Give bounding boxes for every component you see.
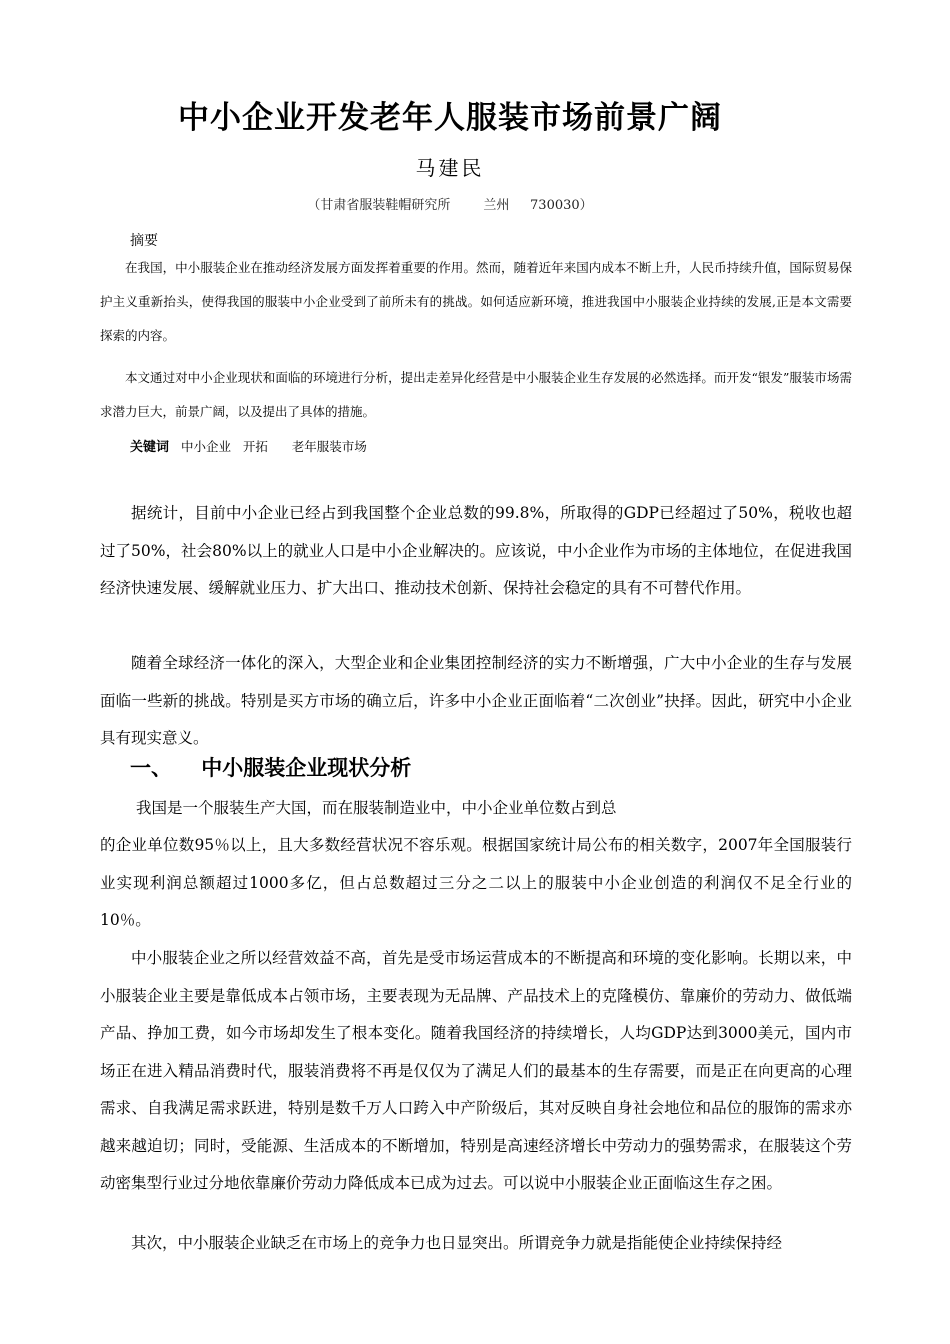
body-paragraph-5: 其次，中小服装企业缺乏在市场上的竞争力也日显突出。所谓竞争力就是指能使企业持续保持经	[131, 1234, 783, 1252]
abstract-heading: 摘要	[130, 233, 158, 249]
body-paragraph-1: 据统计，目前中小企业已经占到我国整个企业总数的99.8%，所取得的GDP已经超过了50%，税收也超过了50%，社会80%以上的就业人口是中小企业解决的。应该说，中小企业作为市场的主体地位，在促进我国经济快速发展、缓解就业压力、扩大出口、推动技术创新、保持社会稳定的具有不可替代作用。	[100, 504, 852, 597]
author-affiliation: （甘肃省服装鞋帽研究所 兰州 730030）	[307, 198, 593, 213]
body-paragraph-2: 随着全球经济一体化的深入，大型企业和企业集团控制经济的实力不断增强，广大中小企业的生存与发展面临一些新的挑战。特别是买方市场的确立后，许多中小企业正面临着“二次创业”抉择。因此，研究中小企业具有现实意义。	[100, 654, 852, 747]
body-paragraph-3-continuation: 的企业单位数95％以上，且大多数经营状况不容乐观。根据国家统计局公布的相关数字，2007年全国服装行业实现利润总额超过1000多亿，但占总数超过三分之二以上的服装中小企业创造的利润仅不足全行业的10％。	[100, 836, 852, 929]
keywords-list: 中小企业 开拓 老年服装市场	[180, 439, 367, 454]
author-name: 马建民	[415, 156, 485, 180]
keywords-line	[130, 436, 367, 455]
abstract-paragraph-1: 在我国，中小服装企业在推动经济发展方面发挥着重要的作用。然而，随着近年来国内成本不断上升，人民币持续升值，国际贸易保护主义重新抬头，使得我国的服装中小企业受到了前所未有的挑战。如何适应新环境，推进我国中小服装企业持续的发展,正是本文需要探索的内容。	[100, 260, 852, 343]
body-paragraph-3-first-line: 我国是一个服装生产大国，而在服装制造业中，中小企业单位数占到总	[136, 799, 617, 817]
section-1-heading: 一、 中小服装企业现状分析	[130, 756, 412, 780]
keywords-label: 关键词	[130, 440, 170, 455]
abstract-paragraph-2: 本文通过对中小企业现状和面临的环境进行分析，提出走差异化经营是中小服装企业生存发展的必然选择。而开发“银发”服装市场需求潜力巨大，前景广阔，以及提出了具体的措施。	[100, 370, 852, 419]
page-title: 中小企业开发老年人服装市场前景广阔	[178, 100, 722, 136]
body-paragraph-4: 中小服装企业之所以经营效益不高，首先是受市场运营成本的不断提高和环境的变化影响。长期以来，中小服装企业主要是靠低成本占领市场，主要表现为无品牌、产品技术上的克隆模仿、靠廉价的劳动力、做低端产品、挣加工费，如今市场却发生了根本变化。随着我国经济的持续增长，人均GDP达到3000美元，国内市场正在进入精品消费时代，服装消费将不再是仅仅为了满足人们的最基本的生存需要，而是正在向更高的心理需求、自我满足需求跃进，特别是数千万人口跨入中产阶级后，其对反映自身社会地位和品位的服饰的需求亦越来越迫切；同时，受能源、生活成本的不断增加，特别是高速经济增长中劳动力的强势需求，在服装这个劳动密集型行业过分地依靠廉价劳动力降低成本已成为过去。可以说中小服装企业正面临这生存之困。	[100, 949, 852, 1192]
